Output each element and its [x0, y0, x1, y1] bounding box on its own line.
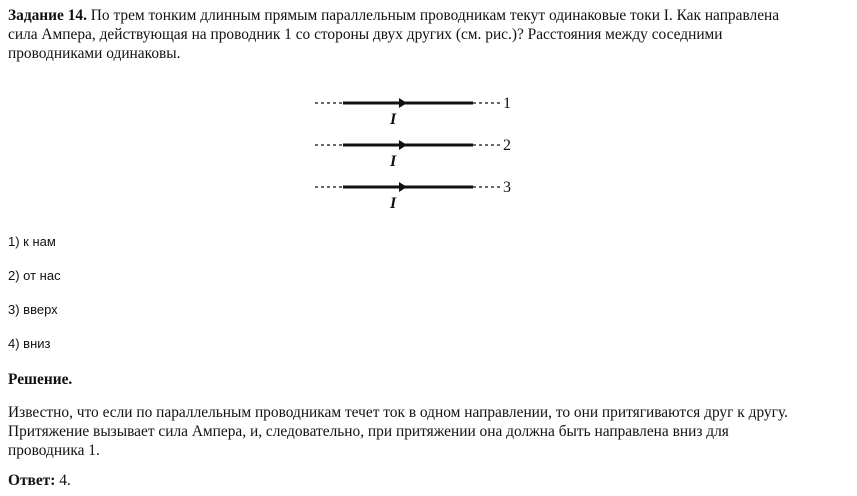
option-2: 2) от нас — [8, 268, 61, 283]
wire-number: 1 — [503, 95, 511, 112]
answer-label: Ответ: — [8, 472, 56, 489]
task-label: Задание 14. — [8, 7, 87, 24]
arrow-right-icon — [399, 182, 407, 192]
wire-number: 3 — [503, 179, 511, 196]
arrow-right-icon — [399, 98, 407, 108]
task-statement — [8, 6, 788, 63]
wire-3 — [315, 179, 511, 212]
answer-value: 4. — [55, 472, 71, 489]
wire-2 — [315, 137, 511, 170]
wire-number: 2 — [503, 137, 511, 154]
answer-line — [8, 471, 71, 490]
problem-page — [8, 6, 828, 489]
option-1: 1) к нам — [8, 234, 56, 249]
task-text: По трем тонким длинным прямым параллельным проводникам текут одинаковые токи I. Как направлена сила Ампера, действующая на проводник 1 со стороны двух других (см. рис.)? Расстояния между соседними проводниками одинаковы. — [8, 7, 780, 62]
current-label: I — [390, 111, 397, 128]
option-4: 4) вниз — [8, 336, 51, 351]
solution-heading: Решение. — [8, 371, 73, 388]
solution-text: Известно, что если по параллельным проводникам течет ток в одном направлении, то они притягиваются друг к другу. Притяжение вызывает сила Ампера, и, следовательно, при притяжении она должна быть направлена вниз для проводника 1. — [8, 404, 788, 459]
wires-diagram — [313, 90, 523, 212]
current-label: I — [390, 195, 397, 212]
option-3: 3) вверх — [8, 302, 58, 317]
arrow-right-icon — [399, 140, 407, 150]
current-label: I — [390, 153, 397, 170]
wire-1 — [315, 95, 511, 128]
wires-figure — [313, 90, 523, 212]
